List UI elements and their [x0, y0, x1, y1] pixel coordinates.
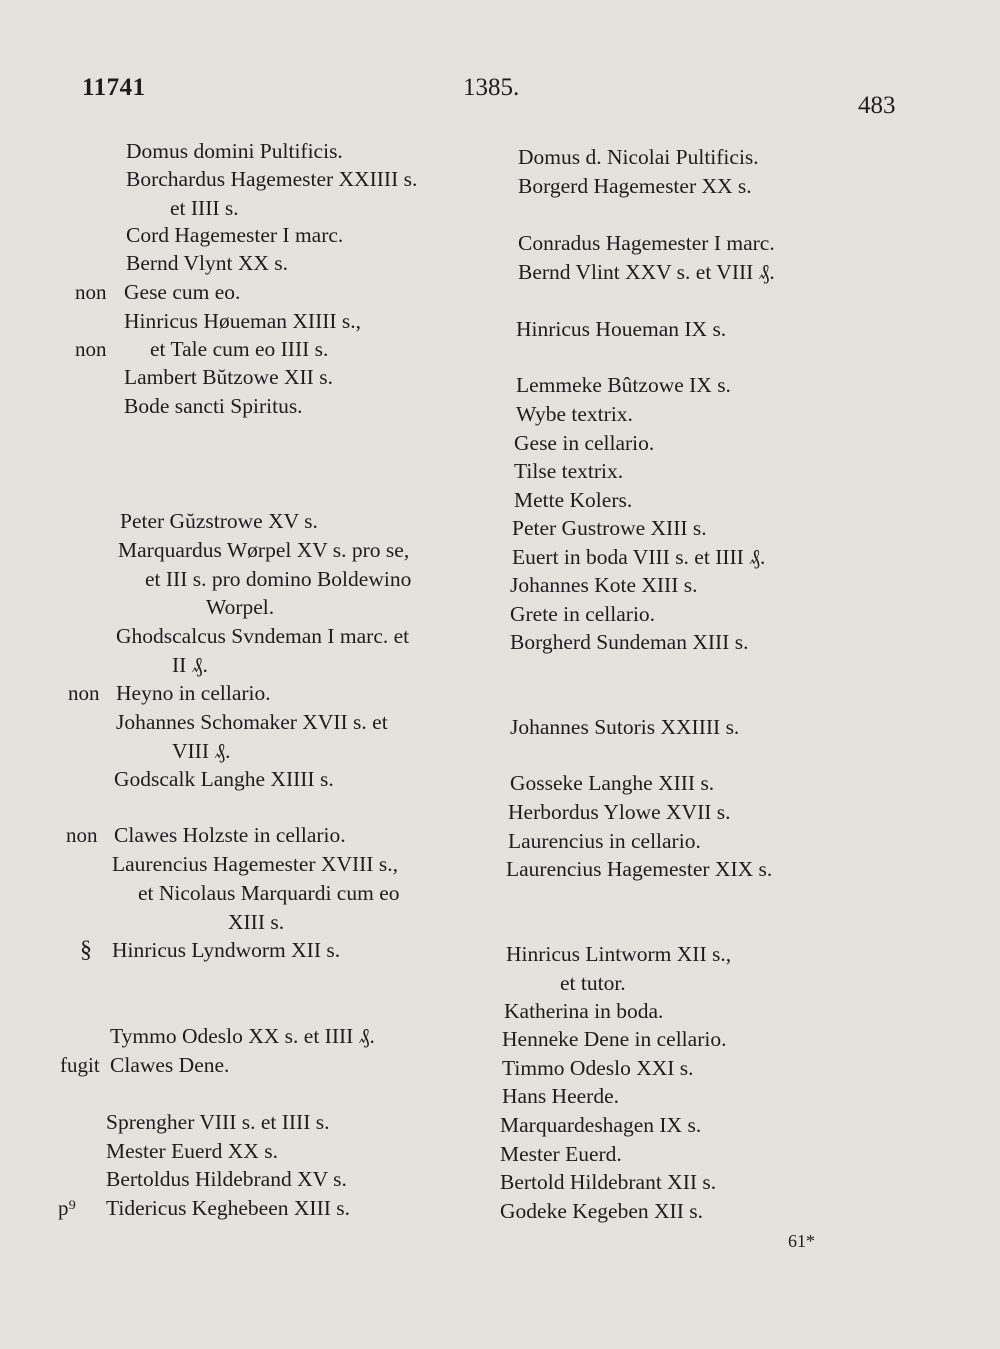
left_column-line: Bernd Vlynt XX s. [126, 251, 289, 275]
left_column-line: Marquardus Wørpel XV s. pro se, [118, 538, 410, 562]
margin-note: non [66, 823, 98, 847]
left_column-line: Ghodscalcus Svndeman I marc. et [116, 624, 410, 648]
left_column-line: Godscalk Langhe XIIII s. [114, 767, 334, 791]
left_column-line: et IIII s. [170, 196, 239, 220]
left_column-line: Worpel. [206, 595, 275, 619]
right_column-line: Bertold Hildebrant XII s. [500, 1170, 717, 1194]
left_column-line: Lambert Bŭtzowe XII s. [124, 365, 333, 389]
right_column-line: Mester Euerd. [500, 1142, 622, 1166]
left_column-line: XIII s. [228, 910, 285, 934]
right_column-line: Laurencius Hagemester XIX s. [506, 857, 773, 881]
left_column-line: Hinricus Høueman XIIII s., [124, 309, 362, 333]
left_column-line: Peter Gŭzstrowe XV s. [120, 509, 318, 533]
margin-note: p⁹ [58, 1196, 76, 1220]
left_column-line: Bertoldus Hildebrand XV s. [106, 1167, 347, 1191]
left_column-line: et Tale cum eo IIII s. [150, 337, 329, 361]
right_column-line: Katherina in boda. [504, 999, 664, 1023]
margin-note: non [75, 280, 107, 304]
left_column-line: Clawes Dene. [110, 1053, 230, 1077]
margin-note: fugit [60, 1053, 100, 1077]
right_column-line: Hinricus Lintworm XII s., [506, 942, 732, 966]
left_column-line: Gese cum eo. [124, 280, 241, 304]
left_column-line: Laurencius Hagemester XVIII s., [112, 852, 398, 876]
right_column-line: Mette Kolers. [514, 488, 633, 512]
right_column-line: Laurencius in cellario. [508, 829, 701, 853]
right_column-line: Hinricus Houeman IX s. [516, 317, 727, 341]
right_column-line: Borgherd Sundeman XIII s. [510, 630, 749, 654]
left_column-line: Tidericus Keghebeen XIII s. [106, 1196, 351, 1220]
right_column-line: Wybe textrix. [516, 402, 633, 426]
left_column-line: Hinricus Lyndworm XII s. [112, 938, 341, 962]
left_column-line: Borchardus Hagemester XXIIII s. [126, 167, 418, 191]
left_column-line: Johannes Schomaker XVII s. et [116, 710, 388, 734]
left_column-line: Heyno in cellario. [116, 681, 271, 705]
right_column-line: Hans Heerde. [502, 1084, 620, 1108]
right_column-line: Gosseke Langhe XIII s. [510, 771, 715, 795]
left_column-line: Sprengher VIII s. et IIII s. [106, 1110, 330, 1134]
margin-note: non [75, 337, 107, 361]
margin-note: § [80, 937, 92, 963]
year-heading: 1385. [463, 74, 520, 101]
left_column-line: Clawes Holzste in cellario. [114, 823, 346, 847]
right_column-line: Euert in boda VIII s. et IIII ₰. [512, 545, 766, 569]
document-number: 11741 [82, 74, 146, 101]
right_column-line: Johannes Kote XIII s. [510, 573, 698, 597]
right_column-line: Godeke Kegeben XII s. [500, 1199, 703, 1223]
right_column-line: Henneke Dene in cellario. [502, 1027, 727, 1051]
margin-note: non [68, 681, 100, 705]
right_column-line: Peter Gustrowe XIII s. [512, 516, 707, 540]
left_column-line: et Nicolaus Marquardi cum eo [138, 881, 400, 905]
right_column-line: Timmo Odeslo XXI s. [502, 1056, 694, 1080]
signature-mark: 61* [788, 1231, 815, 1251]
right_column-line: Grete in cellario. [510, 602, 656, 626]
right_column-line: Conradus Hagemester I marc. [518, 231, 775, 255]
right_column-line: Borgerd Hagemester XX s. [518, 174, 752, 198]
left_column-line: Bode sancti Spiritus. [124, 394, 303, 418]
left_column-line: II ₰. [172, 653, 208, 677]
right_column-line: Gese in cellario. [514, 431, 655, 455]
left_column-line: Mester Euerd XX s. [106, 1139, 278, 1163]
left_column-line: VIII ₰. [172, 739, 231, 763]
left_column-line: et III s. pro domino Boldewino [145, 567, 412, 591]
right_column-line: Tilse textrix. [514, 459, 624, 483]
right_column-line: Marquardeshagen IX s. [500, 1113, 702, 1137]
right_column-line: Herbordus Ylowe XVII s. [508, 800, 731, 824]
left_column-line: Domus domini Pultificis. [126, 139, 343, 163]
left_column-line: Tymmo Odeslo XX s. et IIII ₰. [110, 1024, 375, 1048]
page-number: 483 [858, 92, 896, 119]
left_column-line: Cord Hagemester I marc. [126, 223, 344, 247]
right_column-line: et tutor. [560, 971, 626, 995]
right_column-line: Domus d. Nicolai Pultificis. [518, 145, 759, 169]
right_column-line: Lemmeke Bûtzowe IX s. [516, 373, 731, 397]
right_column-line: Johannes Sutoris XXIIII s. [510, 715, 740, 739]
right_column-line: Bernd Vlint XXV s. et VIII ₰. [518, 260, 775, 284]
